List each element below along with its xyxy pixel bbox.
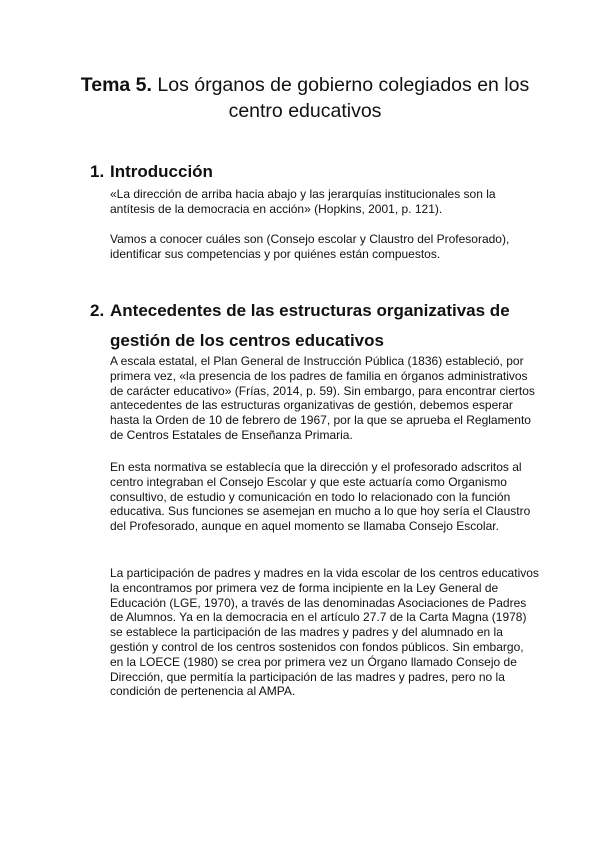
document-title (60, 72, 550, 124)
section-heading-antecedentes (90, 296, 550, 356)
section-heading-text: Introducción (110, 162, 213, 181)
section-number: 2. (90, 301, 105, 320)
title-text: Los órganos de gobierno colegiados en los centro educativos (157, 74, 530, 122)
body-paragraph: La participación de padres y madres en la vida escolar de los centros educativos la encontramos por primera vez de forma incipiente en la Ley General de Educación (LGE, 1970), a través de las denominadas Asociaciones de Padres de Alumnos. Ya en la democracia en el artículo 27.7 de la Carta Magna (1978) se establece la participación de las madres y padres y del alumnado en la gestión y control de los centros sostenidos con fondos públicos. Sin embargo, en la LOECE (1980) se crea por primera vez un Órgano llamado Consejo de Dirección, que permitía la participación de las madres y padres, pero no la condición de pertenencia al AMPA. (110, 566, 539, 699)
section-heading-text: Antecedentes de las estructuras organizativas de gestión de los centros educativos (110, 301, 510, 350)
intro-paragraph: Vamos a conocer cuáles son (Consejo escolar y Claustro del Profesorado), identificar sus competencias y por quiénes están compuestos. (110, 232, 510, 261)
tema-label: Tema 5. (80, 74, 152, 96)
quote-paragraph: «La dirección de arriba hacia abajo y las jerarquías institucionales son la antítesis de la democracia en acción» (Hopkins, 2001, p. 121). (110, 187, 496, 216)
body-paragraph: En esta normativa se establecía que la dirección y el profesorado adscritos al centro integraban el Consejo Escolar y que este actuaría como Organismo consultivo, de estudio y comunicación en todo lo relacionado con la función educativa. Sus funciones se asemejan en mucho a lo que hoy sería el Claustro del Profesorado, aunque en aquel momento se llamaba Consejo Escolar. (110, 460, 531, 534)
section-number: 1. (90, 162, 105, 181)
section-heading-introduccion (90, 159, 550, 185)
body-paragraph: A escala estatal, el Plan General de Instrucción Pública (1836) estableció, por primera vez, «la presencia de los padres de familia en órganos administrativos de carácter educativo» (Frías, 2014, p. 59). Sin embargo, para encontrar ciertos antecedentes de las estructuras organizativas de gestión, debemos esperar hasta la Orden de 10 de febrero de 1967, por la que se aprueba el Reglamento de Centros Estatales de Enseñanza Primaria. (110, 354, 535, 442)
